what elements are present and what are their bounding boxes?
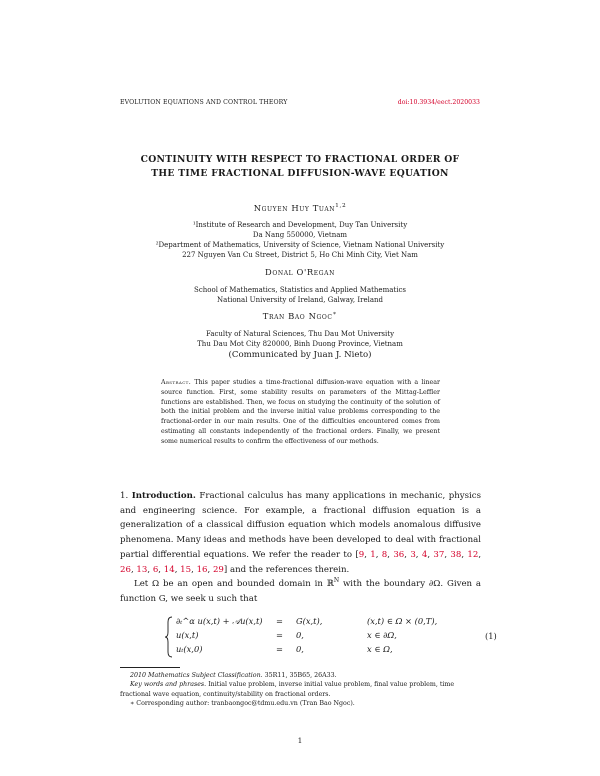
- msc-footnote: 2010 Mathematics Subject Classification. 35R11, 35B65, 26A33.: [130, 672, 337, 679]
- citation-link[interactable]: 16: [196, 564, 208, 575]
- affiliation-line: School of Mathematics, Statistics and Applied Mathematics: [194, 286, 406, 294]
- paper-title: [0, 153, 600, 181]
- doi-link[interactable]: doi:10.3934/eect.2020033: [397, 99, 480, 106]
- intro-paragraph-1: Fractional calculus has many applications in mechanic, physics and engineering science. For example, a fractional diffusion equation is a generalization of a classical diffusion equation which models anomalous diffusive phenomena. Many ideas and methods have been developed to deal with fractional partial differential equations. We refer the reader to: [120, 491, 482, 560]
- equation-row: u(x,t) = 0, x ∈ ∂Ω,: [176, 630, 397, 640]
- affiliation-line: 227 Nguyen Van Cu Street, District 5, Ho Chi Minh City, Viet Nam: [182, 251, 418, 259]
- abstract-text: This paper studies a time-fractional diffusion-wave equation with a linear source function. First, some stability results on parameters of the Mittag-Leffler functions are established. Then, we focus on studying the continuity of the solution of both the initial problem and the inverse initial value problems corresponding to the fractional-order in our main results. One of the difficulties encountered comes from estimating all constants independently of the fractional orders. Finally, we present some numerical results to confirm the effectiveness of our methods.: [161, 379, 440, 445]
- abstract: [161, 378, 440, 446]
- abstract-label: Abstract.: [161, 379, 192, 386]
- journal-name: EVOLUTION EQUATIONS AND CONTROL THEORY: [120, 99, 288, 106]
- page-number: 1: [297, 736, 303, 745]
- author-1-name: Nguyen Huy Tuan$^{1,2}$: [253, 203, 347, 213]
- citation-link[interactable]: 38: [450, 549, 462, 560]
- intro-paragraph-2-rest: with the boundary ∂Ω. Given a function G, we seek u such that: [120, 579, 481, 604]
- citation-link[interactable]: 15: [180, 564, 192, 575]
- affiliation-line: National University of Ireland, Galway, Ireland: [216, 296, 384, 304]
- footnotes: [120, 671, 482, 708]
- citation-link[interactable]: 4: [421, 549, 428, 560]
- affiliation-line: Da Nang 550000, Vietnam: [252, 231, 348, 239]
- title-line-1: CONTINUITY WITH RESPECT TO FRACTIONAL ORDER OF: [140, 154, 460, 165]
- citation-link[interactable]: 29: [212, 564, 224, 575]
- communicated-by: (Communicated by Juan J. Nieto): [228, 350, 372, 360]
- citation-link[interactable]: 12: [467, 549, 479, 560]
- intro-paragraph-1-end: and the references therein.: [230, 564, 350, 575]
- equation-number: (1): [485, 631, 497, 641]
- citation-link[interactable]: 8: [381, 549, 388, 560]
- citation-link[interactable]: 36: [393, 549, 405, 560]
- keywords-footnote: Key words and phrases. Initial value problem, inverse initial value problem, final value problem, time fractional wave equation, continuity/stability on fractional orders.: [120, 681, 455, 698]
- affiliation-line: ¹Institute of Research and Development, Duy Tan University: [192, 221, 408, 229]
- citation-link[interactable]: 6: [152, 564, 159, 575]
- section-number: 1.: [120, 491, 129, 501]
- affiliation-line: Thu Dau Mot City 820000, Binh Duong Province, Vietnam: [197, 340, 403, 348]
- affiliation-line: Faculty of Natural Sciences, Thu Dau Mot University: [205, 330, 395, 338]
- citation-link[interactable]: 9: [358, 549, 365, 560]
- citation-link[interactable]: 3: [410, 549, 416, 560]
- intro-paragraph-2: Let Ω be an open and bounded domain in ℝ: [134, 579, 334, 590]
- citation-link[interactable]: 14: [163, 564, 175, 575]
- citation-link[interactable]: 13: [136, 564, 148, 575]
- author-1-affiliation: [0, 220, 600, 260]
- introduction-section: 1. Introduction. Fractional calculus has many applications in mechanic, physics and engineering science. For example, a fractional diffusion equation is a generalization of a classical diffusion equation which models anomalous diffusive phenomena. Many ideas and methods have been developed to deal with fractional partial differential equations. We refer the reader to [9, 1, 8, 36, 3, 4, 37, 38, 12, 26, 13, 6, 14, 15, 16, 29] and the references therein. Let Ω be an open and bounded domain in ℝ$^N$ with the boundary ∂Ω. Given a function G, we seek u such that: [120, 491, 482, 604]
- author-3-affiliation: [0, 329, 600, 349]
- citation-link[interactable]: 37: [433, 549, 445, 560]
- author-2-name: Donal O'Regan: [265, 267, 335, 277]
- equation-1: [164, 616, 497, 660]
- citation-list: 9, 1, 8, 36, 3, 4, 37, 38, 12, 26, 13, 6, 14, 15, 16, 29: [120, 549, 482, 575]
- citation-link[interactable]: 1: [370, 549, 376, 560]
- citation-link[interactable]: 26: [120, 564, 131, 575]
- affiliation-line: ²Department of Mathematics, University of Science, Vietnam National University: [155, 241, 445, 249]
- equation-row: ∂ₜ^α u(x,t) + 𝒜u(x,t) = G(x,t), (x,t) ∈ Ω × (0,T),: [176, 616, 438, 626]
- section-heading: Introduction.: [131, 491, 196, 501]
- author-2-affiliation: [0, 285, 600, 305]
- author-3-name: Tran Bao Ngoc∗: [262, 311, 338, 321]
- footnote-rule: [120, 667, 180, 668]
- equation-row: uₜ(x,0) = 0, x ∈ Ω,: [176, 644, 393, 654]
- corresponding-author: ∗ Corresponding author: tranbaongoc@tdmu.edu.vn (Tran Bao Ngoc).: [130, 699, 355, 707]
- title-line-2: THE TIME FRACTIONAL DIFFUSION-WAVE EQUATION: [151, 168, 449, 179]
